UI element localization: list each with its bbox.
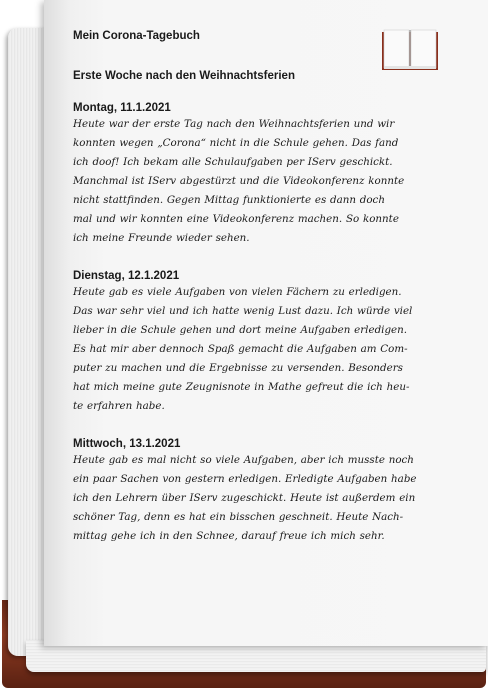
entry-text xyxy=(73,115,473,248)
entry-heading: Dienstag, 12.1.2021 xyxy=(73,270,180,282)
entry-text xyxy=(73,451,473,546)
entry-line: te erfahren habe. xyxy=(73,400,165,412)
entry-line: schöner Tag, denn es hat ein bisschen geschneit. Heute Nach- xyxy=(73,511,404,523)
entry-line: nicht stattfinden. Gegen Mittag funktionierte es dann doch xyxy=(73,194,385,206)
diary-entry-tuesday xyxy=(73,270,473,416)
entry-line: hat mich meine gute Zeugnisnote in Mathe gefreut die ich heu- xyxy=(73,381,410,393)
diary-entry-wednesday xyxy=(73,438,473,546)
entry-line: Heute war der erste Tag nach den Weihnachtsferien und wir xyxy=(73,118,395,130)
diary-subtitle: Erste Woche nach den Weihnachtsferien xyxy=(73,70,295,82)
diary-entry-monday xyxy=(73,102,473,248)
entry-line: Manchmal ist IServ abgestürzt und die Videokonferenz konnte xyxy=(73,175,405,187)
entry-line: Heute gab es viele Aufgaben von vielen Fächern zu erledigen. xyxy=(73,286,402,298)
entry-line: Das war sehr viel und ich hatte wenig Lust dazu. Ich würde viel xyxy=(73,305,413,317)
entry-line: Heute gab es mal nicht so viele Aufgaben, aber ich musste noch xyxy=(73,454,414,466)
entry-heading: Montag, 11.1.2021 xyxy=(73,102,171,114)
entry-line: lieber in die Schule gehen und dort meine Aufgaben erledigen. xyxy=(73,324,408,336)
diary-content xyxy=(73,30,473,546)
entry-line: ein paar Sachen von gestern erledigen. Erledigte Aufgaben habe xyxy=(73,473,417,485)
entry-line: ich doof! Ich bekam alle Schulaufgaben per IServ geschickt. xyxy=(73,156,393,168)
entry-line: ich den Lehrern über IServ zugeschickt. Heute ist außerdem ein xyxy=(73,492,416,504)
entry-line: mal und wir konnten eine Videokonferenz machen. So konnte xyxy=(73,213,399,225)
entry-text xyxy=(73,283,473,416)
entry-line: Es hat mir aber dennoch Spaß gemacht die Aufgaben am Com- xyxy=(73,343,408,355)
entry-line: mittag gehe ich in den Schnee, darauf freue ich mich sehr. xyxy=(73,530,385,542)
entry-line: puter zu machen und die Ergebnisse zu versenden. Besonders xyxy=(73,362,403,374)
entry-line: ich meine Freunde wieder sehen. xyxy=(73,232,250,244)
entry-line: konnten wegen „Corona“ nicht in die Schule gehen. Das fand xyxy=(73,137,399,149)
entry-heading: Mittwoch, 13.1.2021 xyxy=(73,438,181,450)
diary-title: Mein Corona-Tagebuch xyxy=(73,30,200,42)
